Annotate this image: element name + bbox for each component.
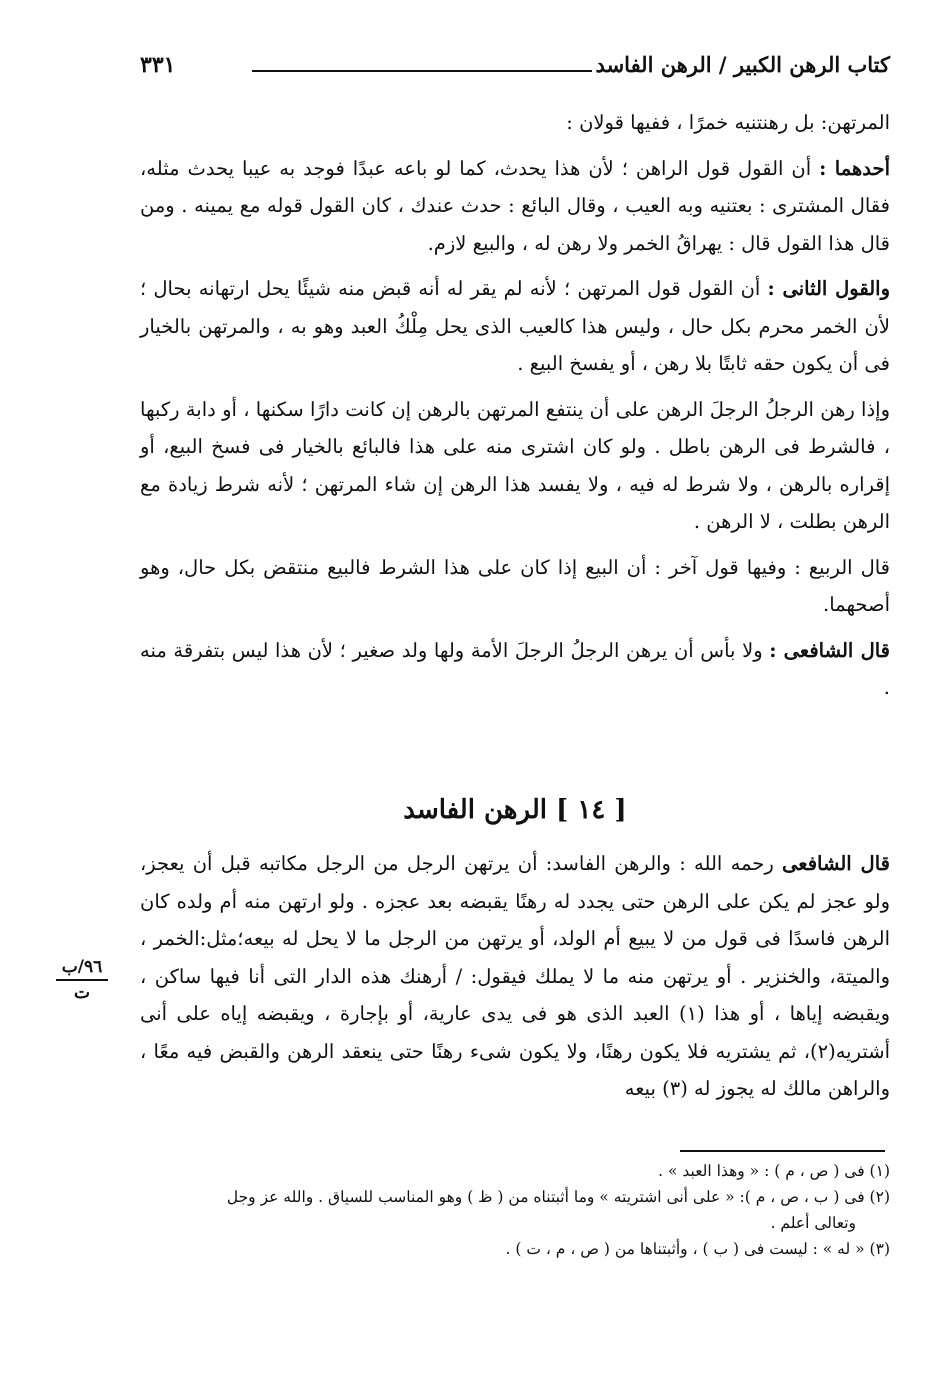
section-paragraph-1 bbox=[140, 845, 890, 1108]
section-paragraph-1-lead: قال الشافعى bbox=[782, 852, 890, 875]
paragraph-2-lead: والقول الثانى : bbox=[767, 277, 890, 300]
footnotes bbox=[140, 1158, 890, 1262]
paragraph-0-text: المرتهن: بل رهنتنيه خمرًا ، ففيها قولان : bbox=[566, 111, 890, 134]
footnote-2-continuation: وتعالى أعلم . bbox=[770, 1214, 856, 1232]
margin-note-folio: ٩٦/ب bbox=[61, 957, 103, 977]
footnote-rule bbox=[680, 1150, 885, 1152]
margin-note-siglum: ت bbox=[73, 983, 90, 1003]
running-title: كتاب الرهن الكبير / الرهن الفاسد bbox=[595, 52, 890, 77]
paragraph-1-lead: أحدهما : bbox=[819, 156, 890, 180]
paragraph-3 bbox=[140, 391, 890, 541]
section-text-block bbox=[140, 845, 890, 1108]
footnote-2: (٢) فى ( ب ، ص ، م ): « على أنى اشتريته » وما أثبتناه من ( ظ ) وهو المناسب للسياق . والله عز وجل bbox=[226, 1188, 890, 1206]
paragraph-3-text: وإذا رهن الرجلُ الرجلَ الرهن على أن ينتفع المرتهن بالرهن إن كانت دارًا سكنها ، أو دابة ركبها ، فالشرط فى الرهن باطل . ولو كان اشترى منه على هذا فالبائع بالخيار فى فسخ البيع، أو إقراره بالرهن ، ولا شرط له فيه ، ولا يفسد هذا الرهن إن شاء المرتهن ؛ لأنه شرط زيادة مع الرهن بطلت ، لا الرهن . bbox=[140, 397, 890, 533]
header-rule bbox=[252, 70, 592, 72]
manuscript-margin-note bbox=[52, 957, 112, 1003]
footnote-1: (١) فى ( ص ، م ) : « وهذا العبد » . bbox=[658, 1162, 890, 1180]
paragraph-1-text: أن القول قول الراهن ؛ لأن هذا يحدث، كما لو باعه عبدًا فوجد به عيبا يحدث مثله، فقال المشترى : بعتنيه وبه العيب ، وقال البائع : حدث عندك ، كان القول قوله مع يمينه . ومن قال هذا القول قال : يهراقُ الخمر ولا رهن له ، والبيع لازم. bbox=[140, 156, 890, 255]
paragraph-5 bbox=[140, 632, 890, 707]
section-heading: [ ١٤ ] الرهن الفاسد bbox=[403, 795, 627, 825]
page-number: ٣٣١ bbox=[140, 52, 176, 78]
section-paragraph-1-text: رحمه الله : والرهن الفاسد: أن يرتهن الرجل من الرجل مكاتبه قبل أن يعجز، ولو عجز لم يكن على الرهن حتى يجدد له رهنًا يقبضه بعد عجزه . ولو ارتهن منه أم ولده كان الرهن فاسدًا فى قول من لا يبيع أم الولد، أو يرتهن من الرجل ما لا يحل له بيعه؛مثل:الخمر ، والميتة، والخنزير . أو يرتهن منه ما لا يملك فيقول: / أرهنك هذه الدار التى أنا فيها ساكن ، ويقبضه إياها ، أو هذا (١) العبد الذى هو فى يدى عارية، أو بإجارة ، ويقبضه إياه على أنى أشتريه(٢)، ثم يشتريه فلا يكون رهنًا، ولا يكون شىء رهنًا حتى ينعقد الرهن والقبض فيه معًا ، والراهن مالك له يجوز له (٣) بيعه bbox=[140, 852, 890, 1100]
running-header bbox=[140, 52, 890, 92]
margin-note-rule bbox=[56, 979, 108, 981]
paragraph-5-text: ولا بأس أن يرهن الرجلُ الرجلَ الأمة ولها ولد صغير ؛ لأن هذا ليس بتفرقة منه . bbox=[140, 638, 890, 699]
paragraph-1 bbox=[140, 150, 890, 263]
footnote-3: (٣) « له » : ليست فى ( ب ) ، وأثبتناها من ( ص ، م ، ت ) . bbox=[505, 1240, 890, 1258]
paragraph-2-text: أن القول قول المرتهن ؛ لأنه لم يقر له أنه قبض منه شيئًا يحل ارتهانه بحال ؛ لأن الخمر محرم بكل حال ، وليس هذا كالعيب الذى يحل مِلْكُ العبد وهو به ، والمرتهن بالخيار فى أن يكون حقه ثابتًا بلا رهن ، أو يفسخ البيع . bbox=[140, 277, 890, 375]
paragraph-2 bbox=[140, 270, 890, 383]
paragraph-4-text: قال الربيع : وفيها قول آخر : أن البيع إذا كان على هذا الشرط فالبيع منتقض بكل حال، وهو أصحهما. bbox=[140, 555, 890, 616]
paragraph-0 bbox=[140, 104, 890, 142]
paragraph-4 bbox=[140, 549, 890, 624]
paragraph-5-lead: قال الشافعى : bbox=[769, 638, 890, 662]
top-text-block bbox=[140, 104, 890, 707]
